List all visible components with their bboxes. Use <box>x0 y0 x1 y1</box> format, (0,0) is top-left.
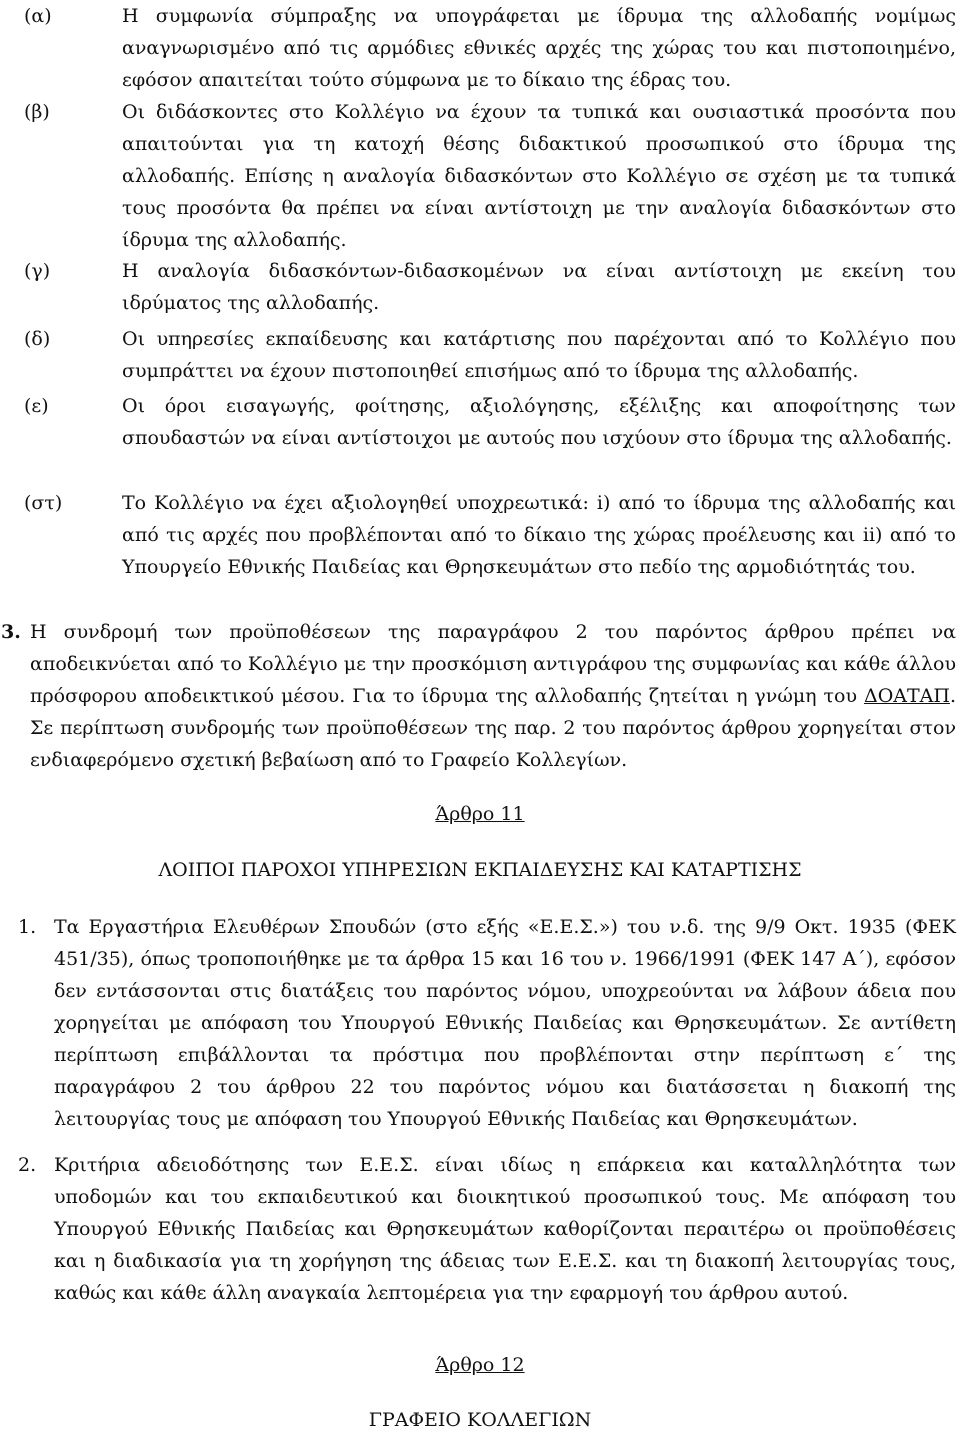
article-11-title <box>0 854 960 886</box>
item-label: (ε) <box>24 395 49 417</box>
article-12-heading <box>0 1349 960 1381</box>
article-12-heading-text: Άρθρο 12 <box>435 1354 525 1376</box>
item-label: (β) <box>24 101 50 123</box>
article-11-title-text: ΛΟΙΠΟΙ ΠΑΡΟΧΟΙ ΥΠΗΡΕΣΙΩΝ ΕΚΠΑΙΔΕΥΣΗΣ ΚΑΙ ΚΑΤΑΡΤΙΣΗΣ <box>158 859 802 881</box>
item-number: 1. <box>18 916 37 938</box>
item-text: Οι διδάσκοντες στο Κολλέγιο να έχουν τα τυπικά και ουσιαστικά προσόντα που απαιτούνται για τη κατοχή θέσης διδακτικού προσωπικού στο ίδρυμα της αλλοδαπής. Επίσης η αναλογία διδασκόντων στο Κολλέγιο σε σχέση με τα τυπικά τους προσόντα θα πρέπει να είναι αντίστοιχη με την αναλογία διδασκόντων στο ίδρυμα της αλλοδαπής. <box>122 101 956 251</box>
item-text: Η συμφωνία σύμπραξης να υπογράφεται με ίδρυμα της αλλοδαπής νομίμως αναγνωρισμένο από τις αρμόδιες εθνικές αρχές της χώρας του και πιστοποιημένο, εφόσον απαιτείται τούτο σύμφωνα με το δίκαιο της έδρας του. <box>122 5 956 91</box>
paragraph-text-end: . Σε περίπτωση συνδρομής των προϋποθέσεων της παρ. 2 του παρόντος άρθρου χορηγείται στον ενδιαφερόμενο σχετική βεβαίωση από το Γραφείο Κολλεγίων. <box>30 685 956 771</box>
item-label: (γ) <box>24 260 51 282</box>
item-number: 2. <box>18 1154 37 1176</box>
item-label: (δ) <box>24 328 51 350</box>
article-11-heading <box>0 798 960 830</box>
paragraph-number: 3. <box>1 621 21 643</box>
paragraph-text-start: Η συνδρομή των προϋποθέσεων της παραγράφου 2 του παρόντος άρθρου πρέπει να αποδεικνύεται από το Κολλέγιο με την προσκόμιση αντιγράφου της συμφωνίας και κάθε άλλου πρόσφορου αποδεικτικού μέσου. Για το ίδρυμα της αλλοδαπής ζητείται η γνώμη του <box>30 621 956 707</box>
article-11-heading-text: Άρθρο 11 <box>435 803 525 825</box>
item-label: (στ) <box>24 492 63 514</box>
article-12-title <box>0 1404 960 1436</box>
item-text: Οι όροι εισαγωγής, φοίτησης, αξιολόγησης, εξέλιξης και αποφοίτησης των σπουδαστών να είναι αντίστοιχοι με αυτούς που ισχύουν στο ίδρυμα της αλλοδαπής. <box>122 395 956 449</box>
doatap-abbreviation: ΔΟΑΤΑΠ <box>863 685 950 707</box>
item-text: Οι υπηρεσίες εκπαίδευσης και κατάρτισης που παρέχονται από το Κολλέγιο που συμπράττει να έχουν πιστοποιηθεί επισήμως από το ίδρυμα της αλλοδαπής. <box>122 328 956 382</box>
item-text: Η αναλογία διδασκόντων-διδασκομένων να είναι αντίστοιχη με εκείνη του ιδρύματος της αλλοδαπής. <box>122 260 956 314</box>
item-text: Το Κολλέγιο να έχει αξιολογηθεί υποχρεωτικά: i) από το ίδρυμα της αλλοδαπής και από τις αρχές που προβλέπονται από το δίκαιο της χώρας προέλευσης και ii) από το Υπουργείο Εθνικής Παιδείας και Θρησκευμάτων στο πεδίο της αρμοδιότητάς του. <box>122 492 956 578</box>
item-text: Κριτήρια αδειοδότησης των Ε.Ε.Σ. είναι ιδίως η επάρκεια και καταλληλότητα των υποδομών και του εκπαιδευτικού και διοικητικού προσωπικού τους. Με απόφαση του Υπουργού Εθνικής Παιδείας και Θρησκευμάτων καθορίζονται περαιτέρω οι προϋποθέσεις και η διαδικασία για τη χορήγηση της άδειας των Ε.Ε.Σ. και τη διακοπή λειτουργίας τους, καθώς και κάθε άλλη αναγκαία λεπτομέρεια για την εφαρμογή του άρθρου αυτού. <box>54 1154 956 1304</box>
item-text: Τα Εργαστήρια Ελευθέρων Σπουδών (στο εξής «Ε.Ε.Σ.») του ν.δ. της 9/9 Οκτ. 1935 (ΦΕΚ 451/35), όπως τροποποιήθηκε με τα άρθρα 15 και 16 του ν. 1966/1991 (ΦΕΚ 147 Α΄), εφόσον δεν εντάσσονται στις διατάξεις του παρόντος νόμου, υποχρεούνται να λάβουν άδεια που χορηγείται με απόφαση του Υπουργού Εθνικής Παιδείας και Θρησκευμάτων. Σε αντίθετη περίπτωση επιβάλλονται τα πρόστιμα που προβλέπονται στην περίπτωση ε΄ της παραγράφου 2 του άρθρου 22 του παρόντος νόμου και διατάσσεται η διακοπή της λειτουργίας τους με απόφαση του Υπουργού Εθνικής Παιδείας και Θρησκευμάτων. <box>54 916 956 1130</box>
article-12-title-text: ΓΡΑΦΕΙΟ ΚΟΛΛΕΓΙΩΝ <box>368 1409 592 1431</box>
paragraph-3 <box>1 616 956 776</box>
item-label: (α) <box>24 5 52 27</box>
